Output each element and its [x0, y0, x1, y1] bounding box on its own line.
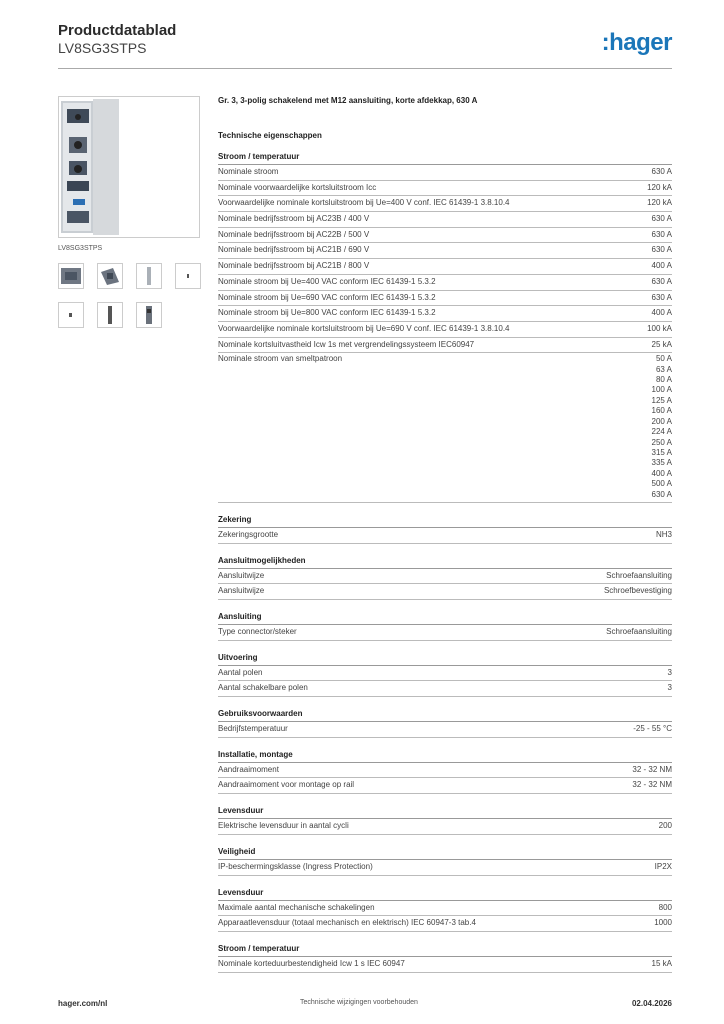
spec-value: 100 kA — [647, 323, 672, 333]
section-title: Aansluiting — [218, 612, 672, 625]
hager-logo: :hager — [601, 29, 672, 56]
section-title: Aansluitmogelijkheden — [218, 556, 672, 569]
spec-value: 1000 — [654, 918, 672, 928]
specifications — [218, 96, 672, 985]
spec-label: Nominale stroom van smeltpatroon — [218, 354, 343, 364]
spec-row — [218, 181, 672, 197]
spec-value: 160 A — [651, 406, 672, 416]
section-title: Stroom / temperatuur — [218, 944, 672, 957]
spec-row — [218, 681, 672, 697]
spec-row — [218, 275, 672, 291]
spec-value: 630 A — [651, 245, 672, 255]
spec-value: 800 — [658, 902, 672, 912]
spec-row — [218, 165, 672, 181]
spec-label: Nominale voorwaardelijke kortsluitstroom Icc — [218, 182, 377, 192]
thumbnail-image[interactable] — [136, 263, 162, 289]
spec-value: 63 A — [655, 364, 672, 374]
footer-website[interactable]: hager.com/nl — [58, 999, 108, 1008]
spec-row — [218, 584, 672, 600]
spec-section — [218, 750, 672, 794]
spec-label: Nominale bedrijfsstroom bij AC22B / 500 V — [218, 229, 370, 239]
thumbnail-image[interactable] — [58, 263, 84, 289]
spec-section — [218, 612, 672, 641]
spec-section — [218, 944, 672, 973]
spec-label: Nominale bedrijfsstroom bij AC23B / 400 V — [218, 214, 370, 224]
spec-label: Nominale stroom bij Ue=400 VAC conform IEC 61439-1 5.3.2 — [218, 276, 436, 286]
spec-value: 630 A — [651, 292, 672, 302]
spec-section — [218, 515, 672, 544]
section-title: Zekering — [218, 515, 672, 528]
spec-value-list — [652, 354, 672, 500]
spec-value: 125 A — [651, 395, 672, 405]
section-title: Uitvoering — [218, 653, 672, 666]
spec-value: Schroefbevestiging — [603, 586, 672, 596]
section-title: Levensduur — [218, 888, 672, 901]
product-description: Gr. 3, 3-polig schakelend met M12 aansluiting, korte afdekkap, 630 A — [218, 96, 478, 105]
spec-label: Aantal polen — [218, 667, 263, 677]
spec-value: 200 A — [651, 416, 672, 426]
footer-disclaimer: Technische wijzigingen voorbehouden — [300, 999, 418, 1006]
spec-value: 630 A — [651, 489, 672, 499]
spec-value: 120 kA — [647, 198, 672, 208]
section-title: Levensduur — [218, 806, 672, 819]
spec-row — [218, 916, 672, 932]
section-title: Gebruiksvoorwaarden — [218, 709, 672, 722]
spec-value: 630 A — [651, 214, 672, 224]
spec-value: 630 A — [651, 229, 672, 239]
spec-row — [218, 763, 672, 779]
spec-value: 500 A — [651, 479, 672, 489]
spec-value: 32 - 32 NM — [632, 780, 672, 790]
spec-section — [218, 847, 672, 876]
spec-label: Voorwaardelijke nominale kortsluitstroom bij Ue=690 V conf. IEC 61439-1 3.8.10.4 — [218, 323, 510, 333]
spec-row — [218, 228, 672, 244]
spec-row — [218, 625, 672, 641]
spec-row — [218, 819, 672, 835]
thumbnail-image[interactable] — [175, 263, 201, 289]
spec-row — [218, 212, 672, 228]
spec-label: Aandraaimoment voor montage op rail — [218, 780, 355, 790]
thumbnail-image[interactable] — [58, 302, 84, 328]
spec-row — [218, 291, 672, 307]
spec-row — [218, 569, 672, 585]
spec-row — [218, 666, 672, 682]
spec-label: Aansluitwijze — [218, 586, 265, 596]
spec-label: Elektrische levensduur in aantal cycli — [218, 821, 349, 831]
spec-value: 630 A — [651, 167, 672, 176]
spec-label: Nominale stroom bij Ue=800 VAC conform IEC 61439-1 5.3.2 — [218, 308, 436, 318]
spec-label: Aandraaimoment — [218, 764, 279, 774]
spec-value: 120 kA — [647, 182, 672, 192]
spec-row — [218, 322, 672, 338]
spec-label: Zekeringsgrootte — [218, 529, 279, 539]
spec-value: 400 A — [651, 308, 672, 318]
spec-value: 400 A — [651, 468, 672, 478]
spec-row — [218, 243, 672, 259]
spec-value: 100 A — [651, 385, 672, 395]
spec-label: Nominale bedrijfsstroom bij AC21B / 690 V — [218, 245, 370, 255]
section-title: Installatie, montage — [218, 750, 672, 763]
spec-label: Nominale stroom bij Ue=690 VAC conform IEC 61439-1 5.3.2 — [218, 292, 436, 302]
section-title: Stroom / temperatuur — [218, 152, 672, 165]
spec-value: 224 A — [651, 427, 672, 437]
spec-value: 25 kA — [651, 339, 672, 349]
spec-row — [218, 259, 672, 275]
spec-label: Nominale kortsluitvastheid Icw 1s met vergrendelingssysteem IEC60947 — [218, 339, 475, 349]
spec-row — [218, 722, 672, 738]
spec-row — [218, 901, 672, 917]
spec-label: Apparaatlevensduur (totaal mechanisch en elektrisch) IEC 60947-3 tab.4 — [218, 918, 476, 928]
spec-value: Schroefaansluiting — [606, 627, 672, 636]
spec-value: 3 — [667, 683, 672, 693]
spec-value: 400 A — [651, 261, 672, 271]
spec-value: 200 — [658, 821, 672, 831]
spec-label: Maximale aantal mechanische schakelingen — [218, 902, 375, 912]
spec-row — [218, 306, 672, 322]
spec-sections — [218, 152, 672, 973]
spec-section — [218, 556, 672, 600]
spec-label: Bedrijfstemperatuur — [218, 724, 288, 734]
spec-value: 80 A — [655, 375, 672, 385]
spec-section — [218, 709, 672, 738]
page-title: Productdatablad — [58, 22, 177, 39]
spec-value: Schroefaansluiting — [606, 570, 672, 580]
section-title: Veiligheid — [218, 847, 672, 860]
spec-row — [218, 860, 672, 876]
spec-value: 32 - 32 NM — [632, 764, 672, 774]
spec-row — [218, 338, 672, 354]
header-divider — [58, 68, 672, 69]
spec-label: Voorwaardelijke nominale kortsluitstroom bij Ue=400 V conf. IEC 61439-1 3.8.10.4 — [218, 198, 510, 208]
spec-value: 315 A — [651, 447, 672, 457]
thumbnail-image[interactable] — [97, 263, 123, 289]
spec-value: IP2X — [654, 861, 672, 871]
thumbnail-image[interactable] — [97, 302, 123, 328]
footer-date: 02.04.2026 — [631, 999, 672, 1008]
spec-label: IP-beschermingsklasse (Ingress Protection) — [218, 861, 373, 871]
spec-section — [218, 152, 672, 503]
spec-value: 630 A — [651, 276, 672, 286]
spec-row — [218, 196, 672, 212]
spec-section — [218, 806, 672, 835]
product-code: LV8SG3STPS — [58, 40, 147, 56]
spec-value: -25 - 55 °C — [633, 724, 672, 734]
spec-value: NH3 — [655, 529, 672, 539]
spec-value: 15 kA — [651, 958, 672, 968]
spec-label: Nominale stroom — [218, 167, 279, 176]
spec-label: Type connector/steker — [218, 627, 297, 636]
thumbnail-image[interactable] — [136, 302, 162, 328]
spec-value: 250 A — [651, 437, 672, 447]
product-caption: LV8SG3STPS — [58, 245, 103, 252]
spec-value: 3 — [667, 667, 672, 677]
product-image — [58, 96, 200, 238]
spec-row — [218, 353, 672, 503]
spec-label: Aantal schakelbare polen — [218, 683, 308, 693]
spec-section — [218, 888, 672, 932]
spec-label: Nominale korteduurbestendigheid Icw 1 s IEC 60947 — [218, 958, 405, 968]
spec-row — [218, 778, 672, 794]
tech-heading: Technische eigenschappen — [218, 131, 322, 140]
spec-section — [218, 653, 672, 697]
spec-value: 335 A — [651, 458, 672, 468]
spec-value: 50 A — [655, 354, 672, 364]
spec-label: Nominale bedrijfsstroom bij AC21B / 800 V — [218, 261, 370, 271]
spec-row — [218, 957, 672, 973]
spec-label: Aansluitwijze — [218, 570, 265, 580]
spec-row — [218, 528, 672, 544]
